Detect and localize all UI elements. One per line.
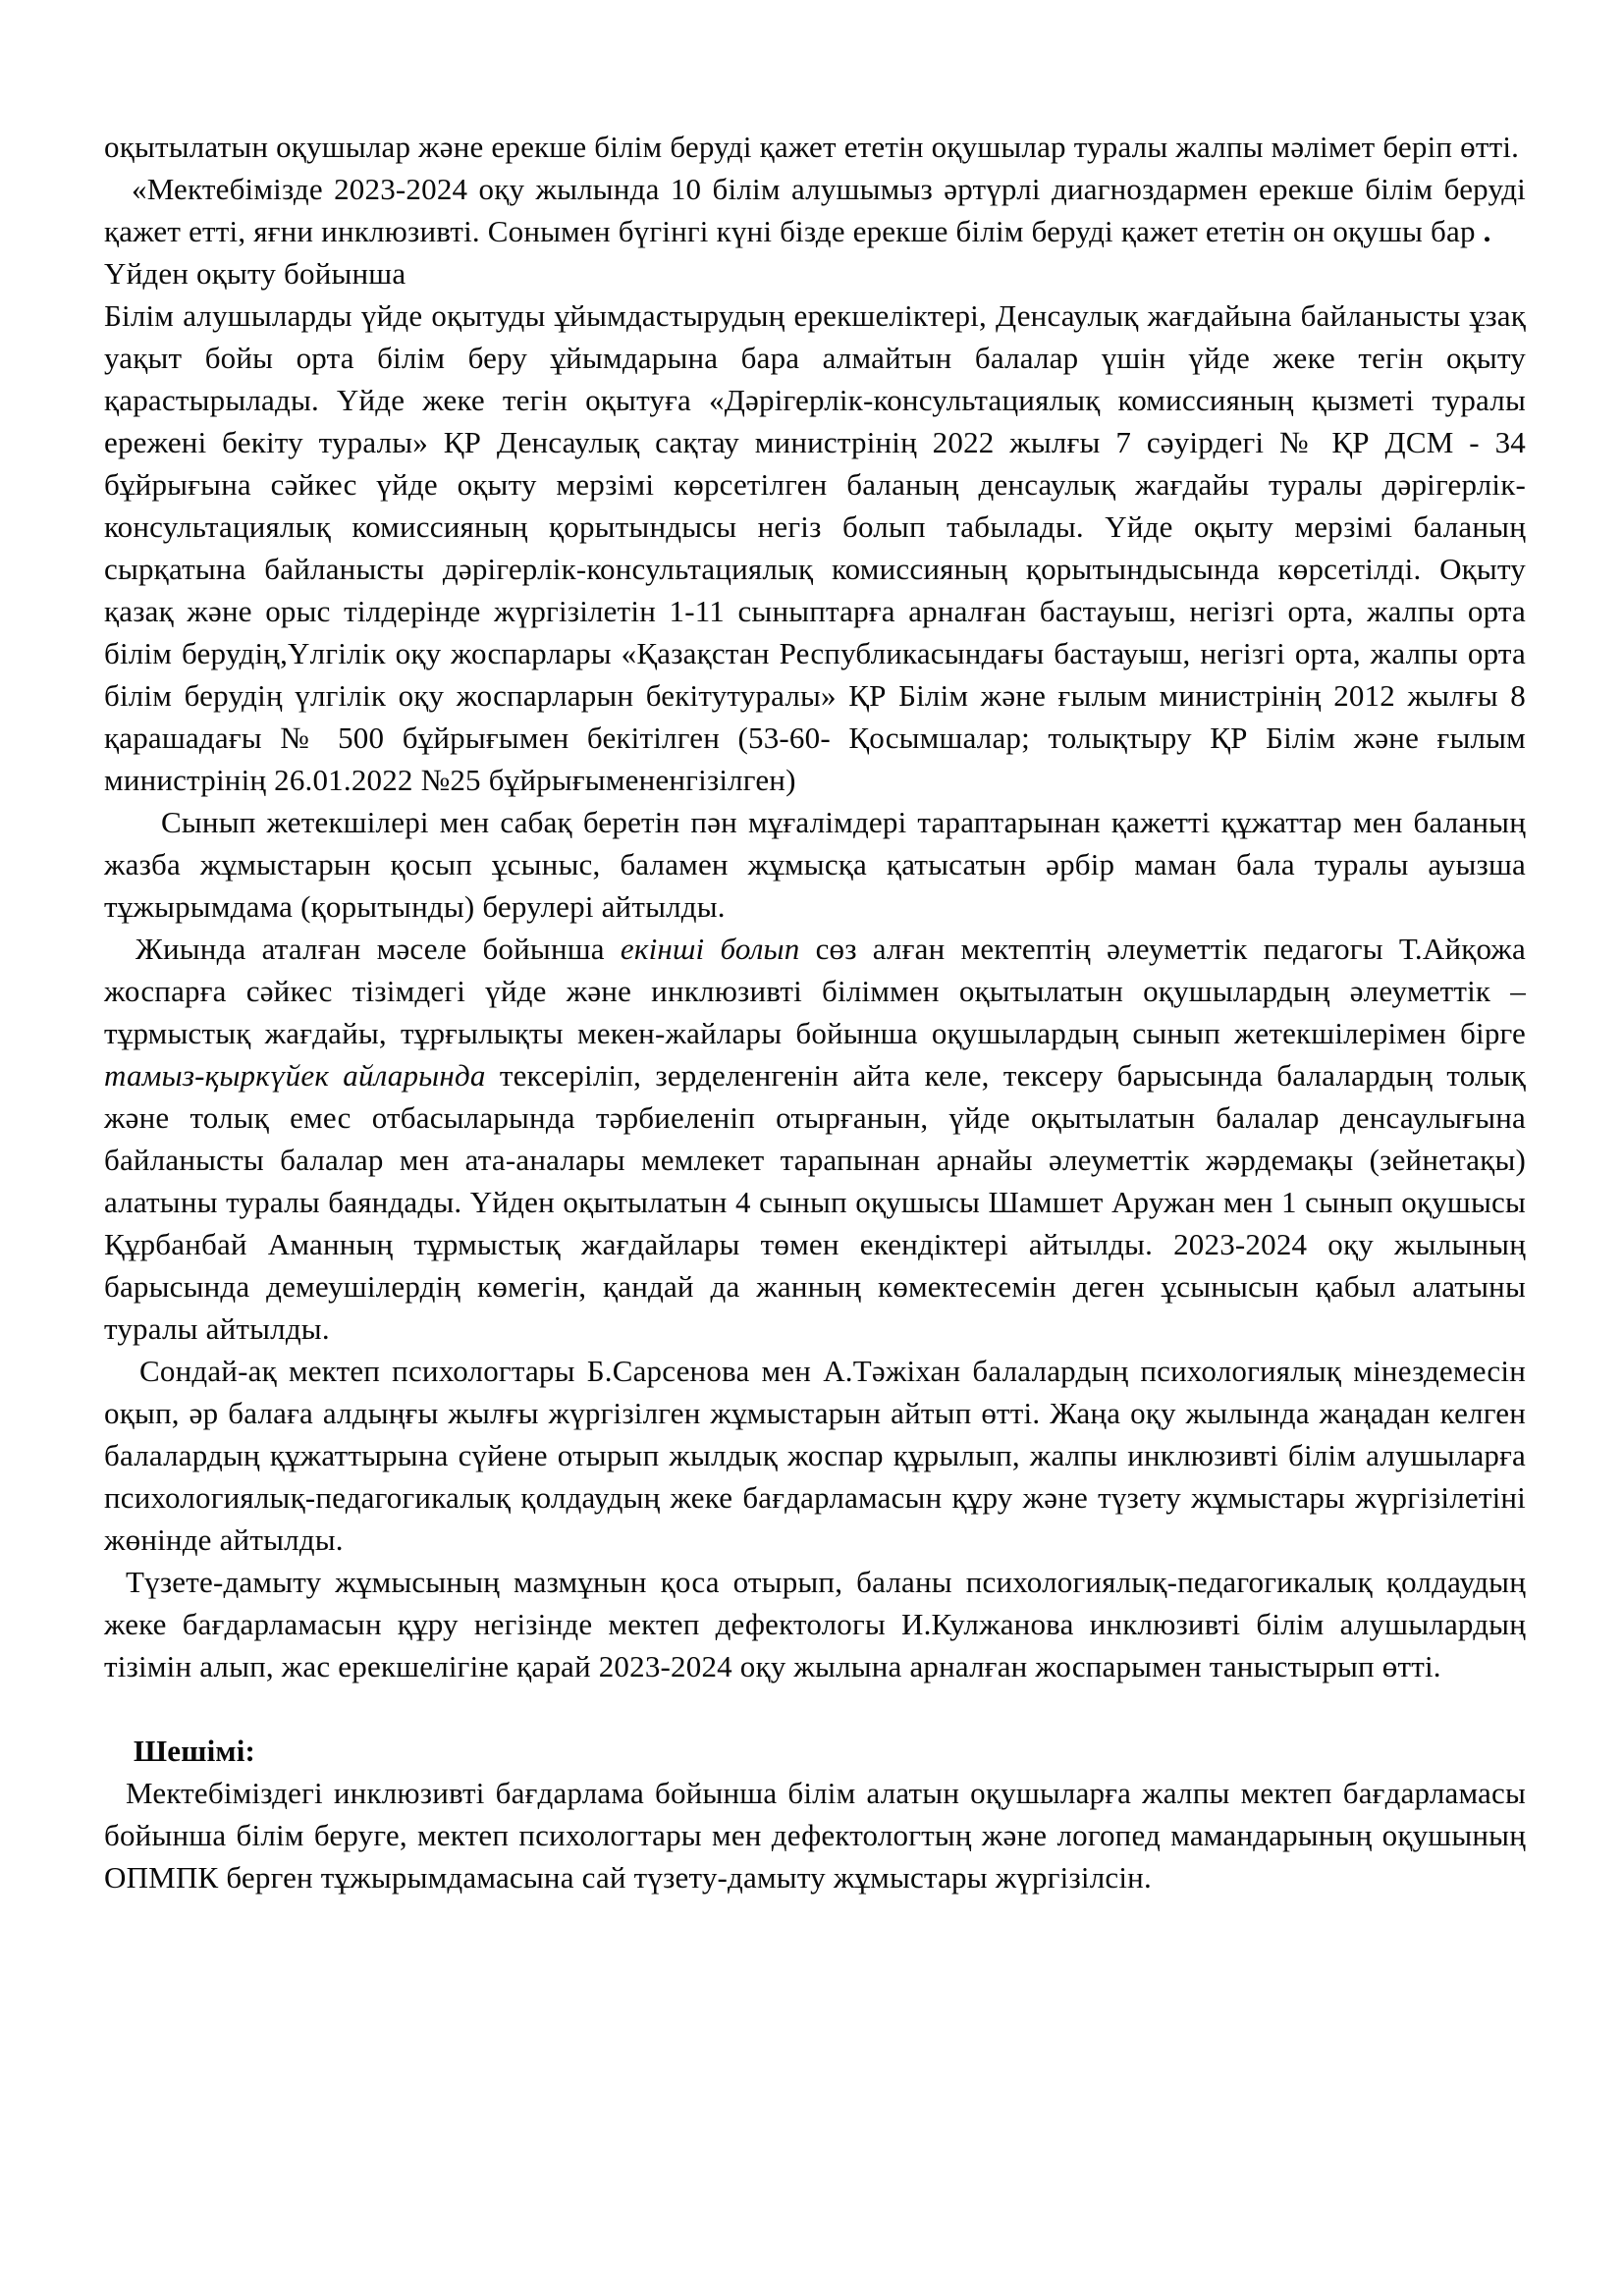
text-segment: . bbox=[1475, 214, 1491, 248]
text-segment: Сондай-ақ мектеп психологтары Б.Сарсенова мен А.Тәжіхан балалардың психологиялық мінездемесін оқып, әр балаға алдыңғы жылғы жүргізілген жұмыстарын айтып өтті. Жаңа оқу жылында жаңадан келген балалардың құжаттырына сүйене отырып жылдық жоспар құрылып, жалпы инклюзивті білім алушыларға психологиялық-педагогикалық қолдаудың жеке бағдарламасын құру және түзету жұмыстары жүргізілетіні жөнінде айтылды. bbox=[104, 1354, 1526, 1557]
text-segment: тексеріліп, зерделенгенін айта келе, тексеру барысында балалардың толық және толық емес отбасыларында тәрбиеленіп отырғанын, үйде оқытылатын балалар денсаулығына байланысты балалар мен ата-аналары мемлекет тарапынан арнайы әлеуметтік жәрдемақы (зейнетақы) алатыны туралы баяндады. Үйден оқытылатын 4 сынып оқушысы Шамшет Аружан мен 1 сынып оқушысы Құрбанбай Аманның тұрмыстық жағдайлары төмен екендіктері айтылды. 2023-2024 оқу жылының барысында демеушілердің көмегін, қандай да жанның көмектесемін деген ұсынысын қабыл алатыны туралы айтылды. bbox=[104, 1058, 1526, 1346]
paragraph-home-schooling-heading bbox=[104, 252, 1526, 294]
text-segment: Түзете-дамыту жұмысының мазмұнын қоса отырып, баланы психологиялық-педагогикалық қолдаудың жеке бағдарламасын құру негізінде мектеп дефектологы И.Кулжанова инклюзивті білім алушылардың тізімін алып, жас ерекшелігіне қарай 2023-2024 оқу жылына арналған жоспарымен таныстырып өтті. bbox=[104, 1565, 1526, 1683]
document-body bbox=[104, 126, 1526, 1898]
paragraph-home-schooling-rules bbox=[104, 294, 1526, 801]
text-segment: «Мектебімізде 2023-2024 оқу жылында 10 білім алушымыз әртүрлі диагноздармен ерекше білім беруді қажет етті, яғни инклюзивті. Сонымен бүгінгі күні бізде ерекше білім беруді қажет ететін он оқушы бар bbox=[104, 172, 1526, 248]
text-segment: Жиында аталған мәселе бойынша bbox=[135, 932, 621, 966]
text-segment: Мектебіміздегі инклюзивті бағдарлама бойынша білім алатын оқушыларға жалпы мектеп бағдарламасы бойынша білім беруге, мектеп психологтары мен дефектологтың және логопед мамандарының оқушының ОПМПК берген тұжырымдамасына сай түзету-дамыту жұмыстары жүргізілсін. bbox=[104, 1776, 1526, 1895]
paragraph-psychologists bbox=[104, 1350, 1526, 1561]
text-segment: сөз алған мектептің әлеуметтік педагогы Т.Айқожа жоспарға сәйкес тізімдегі үйде және инклюзивті біліммен оқытылатын оқушылардың әлеуметтік – тұрмыстық жағдайы, тұрғылықты мекен-жайлары бойынша оқушылардың сынып жетекшілерімен бірге bbox=[104, 932, 1527, 1050]
text-segment: Сынып жетекшілері мен сабақ беретін пән мұғалімдері тараптарынан қажетті құжаттар мен баланың жазба жұмыстарын қосып ұсыныс, баламен жұмысқа қатысатын әрбір маман бала туралы ауызша тұжырымдама (қорытынды) берулері айтылды. bbox=[104, 805, 1526, 924]
text-segment: тамыз-қыркүйек айларында bbox=[104, 1058, 486, 1093]
paragraph-intro-continuation bbox=[104, 126, 1526, 168]
text-segment: Білім алушыларды үйде оқытуды ұйымдастырудың ерекшеліктері, Денсаулық жағдайына байланысты ұзақ уақыт бойы орта білім беру ұйымдарына бара алмайтын балалар үшін үйде жеке тегін оқыту қарастырылады. Үйде жеке тегін оқытуға «Дәрігерлік-консультациялық комиссияның қызметі туралы ережені бекіту туралы» ҚР Денсаулық сақтау министрінің 2022 жылғы 7 сәуірдегі № ҚР ДСМ - 34 бұйрығына сәйкес үйде оқыту мерзімі көрсетілген баланың денсаулық жағдайы туралы дәрігерлік-консультациялық комиссияның қорытындысы негіз болып табылады. Үйде оқыту мерзімі баланың сырқатына байланысты дәрігерлік-консультациялық комиссияның қорытындысында көрсетілді. Оқыту қазақ және орыс тілдерінде жүргізілетін 1-11 сыныптарға арналған бастауыш, негізгі орта, жалпы орта білім берудің,Үлгілік оқу жоспарлары «Қазақстан Республикасындағы бастауыш, негізгі орта, жалпы орта білім берудің үлгілік оқу жоспарларын бекітутуралы» ҚР Білім және ғылым министрінің 2012 жылғы 8 қарашадағы № 500 бұйрығымен бекітілген (53-60- Қосымшалар; толықтыру ҚР Білім және ғылым министрінің 26.01.2022 №25 бұйрығымененгізілген) bbox=[104, 298, 1526, 797]
text-segment: оқытылатын оқушылар және ерекше білім беруді қажет ететін оқушылар туралы жалпы мәлімет беріп өтті. bbox=[104, 130, 1520, 164]
paragraph-decision-heading bbox=[104, 1730, 1526, 1772]
paragraph-social-pedagog bbox=[104, 928, 1526, 1350]
text-segment: екінші болып bbox=[620, 932, 800, 966]
paragraph-class-teachers bbox=[104, 801, 1526, 928]
text-segment: Үйден оқыту бойынша bbox=[104, 256, 406, 291]
text-segment: Шешімі: bbox=[134, 1734, 256, 1768]
paragraph-defectologist bbox=[104, 1561, 1526, 1687]
paragraph-decision-body bbox=[104, 1772, 1526, 1898]
paragraph-school-quote bbox=[104, 168, 1526, 252]
